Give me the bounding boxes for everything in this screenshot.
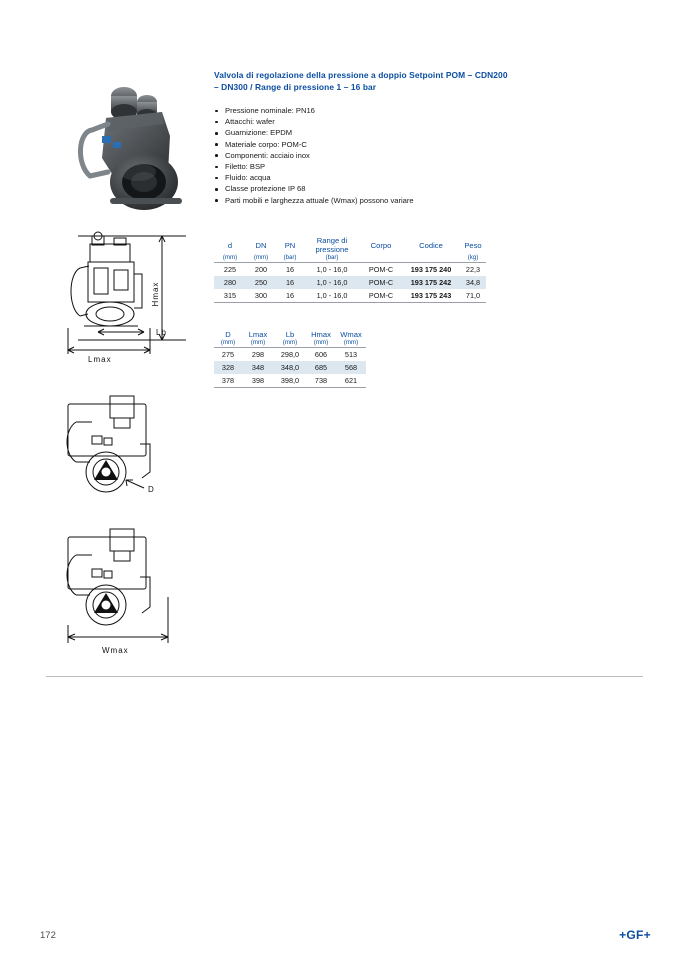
brand-logo: +GF+: [619, 928, 651, 942]
col-header-wmax: Wmax: [340, 330, 362, 339]
col-unit-wmax: (mm): [343, 339, 359, 346]
cell-lmax: 398: [242, 374, 274, 388]
col-unit-pn: (bar): [283, 254, 297, 261]
list-item: Materiale corpo: POM-C: [214, 139, 514, 150]
col-unit-corpo: [360, 254, 402, 263]
cell-codice: 193 175 243: [402, 289, 460, 303]
cell-d: 280: [223, 278, 237, 287]
col-unit-lb: (mm): [282, 339, 298, 346]
cell-dn: 200: [246, 263, 276, 277]
cell-hmax: 606: [306, 348, 336, 362]
col-unit-lmax: (mm): [250, 339, 266, 346]
cell-wmax: 621: [336, 374, 366, 388]
list-item: Attacchi: wafer: [214, 116, 514, 127]
list-item: Fluido: acqua: [214, 172, 514, 183]
col-header-peso: Peso: [464, 240, 482, 250]
cell-peso: 71,0: [460, 289, 486, 303]
label-lb: Lb: [156, 328, 167, 337]
cell-d: 315: [214, 289, 246, 303]
col-header-hmax: Hmax: [311, 330, 331, 339]
top-view-drawing-d: [58, 392, 193, 517]
product-photo: [58, 72, 193, 217]
cell-hmax: 738: [306, 374, 336, 388]
cell-dn: 250: [254, 278, 268, 287]
pressure-range-table: [214, 236, 486, 303]
col-header-dn: DN: [255, 240, 267, 250]
list-item: Classe protezione IP 68: [214, 183, 514, 194]
col-unit-d: (mm): [222, 254, 238, 261]
cell-wmax: 513: [336, 348, 366, 362]
top-view-drawing-wmax: [58, 525, 193, 665]
dimensions-table: [214, 330, 366, 388]
cell-range: 1,0 - 16,0: [304, 263, 360, 277]
list-item: Filetto: BSP: [214, 161, 514, 172]
col-unit-hmax: (mm): [313, 339, 329, 346]
table-row: [214, 348, 366, 362]
cell-lmax: 348: [251, 363, 265, 372]
cell-wmax: 568: [344, 363, 358, 372]
product-description: [214, 70, 514, 206]
col-header-lmax: Lmax: [248, 330, 268, 339]
cell-peso: 22,3: [460, 263, 486, 277]
cell-codice: 193 175 242: [410, 278, 452, 287]
page-number: 172: [40, 930, 56, 941]
col-header-corpo: Corpo: [370, 240, 392, 250]
list-item: Parti mobili e larghezza attuale (Wmax) possono variare: [214, 195, 514, 206]
col-unit-D: (mm): [220, 339, 236, 346]
cell-pn: 16: [285, 278, 295, 287]
col-header-lb: Lb: [285, 330, 295, 339]
cell-pn: 16: [276, 263, 304, 277]
table-row: [214, 263, 486, 277]
cell-peso: 34,8: [465, 278, 481, 287]
cell-d: 225: [214, 263, 246, 277]
table-row: [214, 276, 486, 289]
front-view-drawing: [58, 228, 193, 368]
col-unit-range: (bar): [325, 254, 339, 261]
cell-hmax: 685: [314, 363, 328, 372]
cell-lb: 298,0: [274, 348, 306, 362]
cell-lb: 398,0: [274, 374, 306, 388]
page-title: Valvola di regolazione della pressione a doppio Setpoint POM – CDN200 – DN300 / Range di pressione 1 – 16 bar: [214, 70, 508, 92]
list-item: Componenti: acciaio inox: [214, 150, 514, 161]
table-row: [214, 374, 366, 388]
cell-D: 275: [214, 348, 242, 362]
cell-range: 1,0 - 16,0: [304, 289, 360, 303]
cell-D: 328: [221, 363, 235, 372]
cell-range: 1,0 - 16,0: [316, 278, 348, 287]
cell-lb: 348,0: [280, 363, 300, 372]
table-row: [214, 361, 366, 374]
col-header-range: Range di pressione: [315, 236, 349, 254]
label-wmax: Wmax: [102, 646, 129, 655]
col-unit-codice: [402, 254, 460, 263]
col-header-codice: Codice: [419, 240, 443, 250]
footer-divider: [46, 676, 643, 677]
label-d: D: [148, 485, 155, 494]
feature-list: [214, 105, 514, 206]
cell-corpo: POM-C: [368, 278, 394, 287]
table-row: [214, 289, 486, 303]
list-item: Pressione nominale: PN16: [214, 105, 514, 116]
col-header-d: d: [227, 240, 233, 250]
cell-D: 378: [214, 374, 242, 388]
cell-corpo: POM-C: [360, 289, 402, 303]
label-lmax: Lmax: [88, 355, 112, 364]
cell-corpo: POM-C: [360, 263, 402, 277]
cell-lmax: 298: [242, 348, 274, 362]
list-item: Guarnizione: EPDM: [214, 127, 514, 138]
label-hmax: Hmax: [151, 281, 160, 307]
cell-pn: 16: [276, 289, 304, 303]
cell-codice: 193 175 240: [402, 263, 460, 277]
col-header-pn: PN: [284, 240, 296, 250]
col-header-D: D: [225, 330, 231, 339]
col-unit-dn: (mm): [253, 254, 269, 261]
cell-dn: 300: [246, 289, 276, 303]
col-unit-peso: (kg): [467, 254, 479, 261]
